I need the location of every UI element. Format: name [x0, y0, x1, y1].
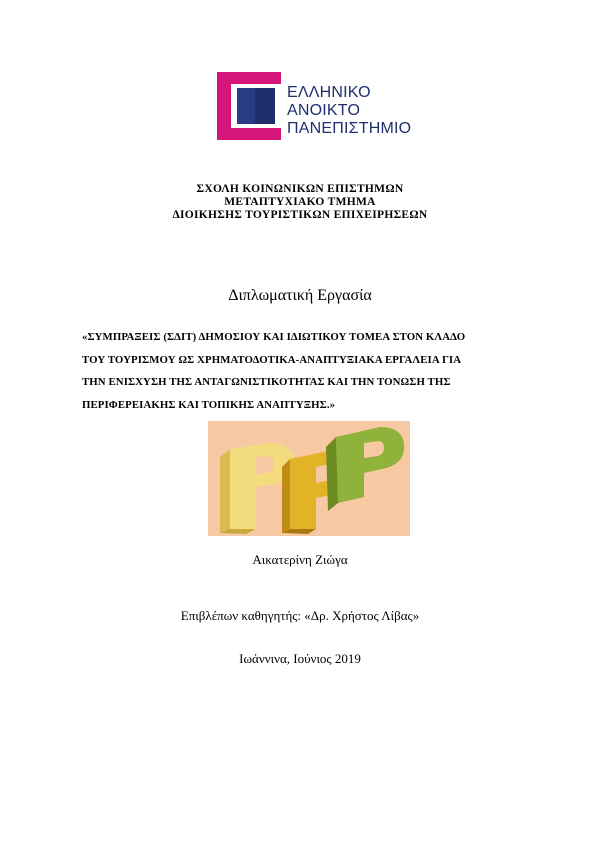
- logo-line-2: ΑΝΟΙΚΤΟ: [287, 102, 361, 119]
- title-line: ΤΟΥ ΤΟΥΡΙΣΜΟΥ ΩΣ ΧΡΗΜΑΤΟΔΟΤΙΚΑ-ΑΝΑΠΤΥΞΙΑΚΑ ΕΡΓΑΛΕΙΑ ΓΙΑ: [82, 353, 462, 366]
- place-date: Ιωάννινα, Ιούνιος 2019: [239, 651, 361, 666]
- thesis-type: Διπλωματική Εργασία: [228, 287, 372, 304]
- ppp-illustration: [208, 421, 410, 536]
- title-line: «ΣΥΜΠΡΑΞΕΙΣ (ΣΔΙΤ) ΔΗΜΟΣΙΟΥ ΚΑΙ ΙΔΙΩΤΙΚΟΥ ΤΟΜΕΑ ΣΤΟΝ ΚΛΑΔΟ: [82, 331, 466, 343]
- school-line-1: ΣΧΟΛΗ ΚΟΙΝΩΝΙΚΩΝ ΕΠΙΣΤΗΜΩΝ: [196, 183, 404, 195]
- title-line: ΤΗΝ ΕΝΙΣΧΥΣΗ ΤΗΣ ΑΝΤΑΓΩΝΙΣΤΙΚΟΤΗΤΑΣ ΚΑΙ ΤΗΝ ΤΟΝΩΣΗ ΤΗΣ: [82, 376, 451, 388]
- logo-line-1: ΕΛΛΗΝΙΚΟ: [287, 84, 371, 101]
- logo-line-3: ΠΑΝΕΠΙΣΤΗΜΙΟ: [287, 120, 412, 137]
- thesis-title: [82, 326, 522, 416]
- title-line: ΠΕΡΙΦΕΡΕΙΑΚΗΣ ΚΑΙ ΤΟΠΙΚΗΣ ΑΝΑΠΤΥΞΗΣ.»: [82, 398, 336, 411]
- school-line-2: ΜΕΤΑΠΤΥΧΙΑΚΟ ΤΜΗΜΑ: [224, 196, 376, 208]
- author-name: Αικατερίνη Ζιώγα: [252, 552, 348, 567]
- school-line-3: ΔΙΟΙΚΗΣΗΣ ΤΟΥΡΙΣΤΙΚΩΝ ΕΠΙΧΕΙΡΗΣΕΩΝ: [172, 209, 428, 221]
- logo-emblem-icon: [213, 70, 283, 142]
- supervisor: Επιβλέπων καθηγητής: «Δρ. Χρήστος Λίβας»: [180, 608, 420, 623]
- logo-text: [287, 84, 411, 138]
- university-logo: [213, 70, 413, 142]
